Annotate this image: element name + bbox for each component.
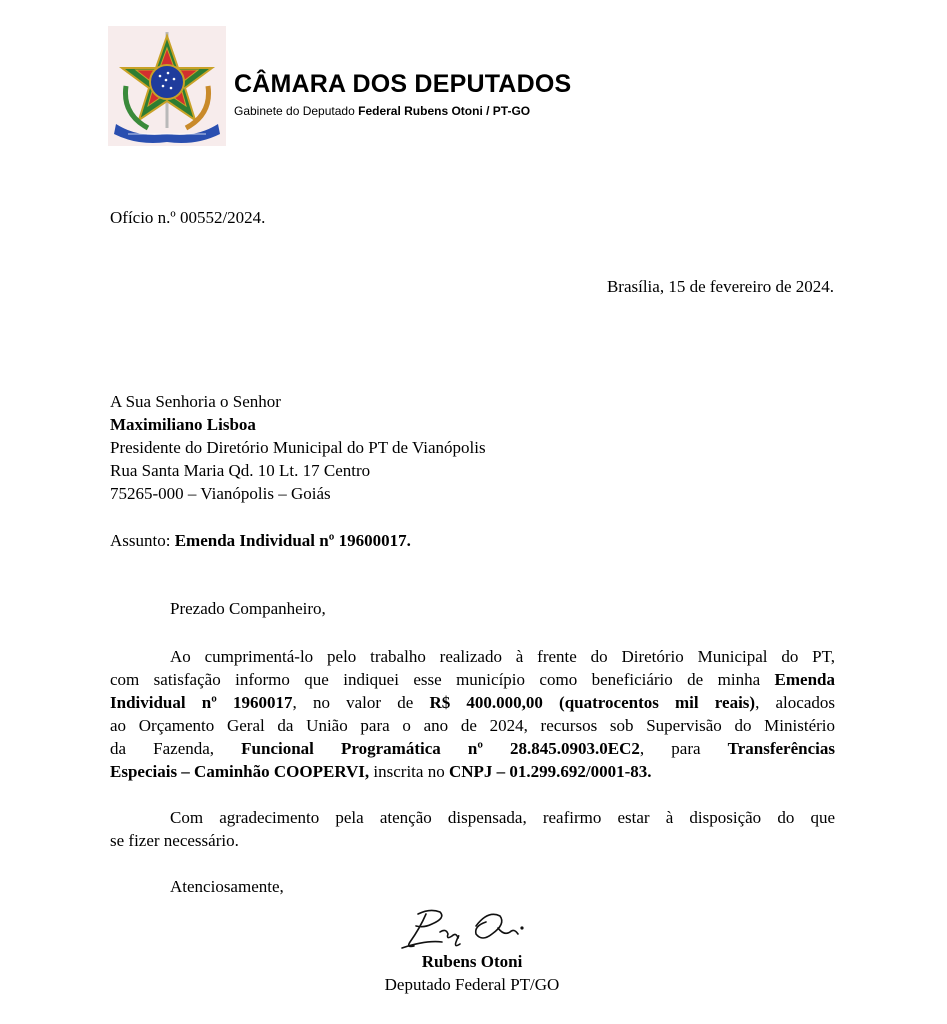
signer-title: Deputado Federal PT/GO xyxy=(384,975,560,994)
document-date: Brasília, 15 de fevereiro de 2024. xyxy=(606,277,834,296)
p1-line-2 xyxy=(110,668,835,691)
subject-line xyxy=(110,529,411,552)
signer-block xyxy=(372,950,572,996)
p1-l6-bold-1: Especiais – Caminhão COOPERVI, xyxy=(110,762,370,781)
p1-l2-bold: Emenda xyxy=(774,670,835,689)
p1-l5-bold-1: Funcional Programática nº 28.845.0903.0EC2 xyxy=(241,739,640,758)
signer-name: Rubens Otoni xyxy=(421,952,523,971)
p1-line-4: ao Orçamento Geral da União para o ano de 2024, recursos sob Supervisão do Ministério xyxy=(110,716,835,735)
p2-line-1: Com agradecimento pela atenção dispensada, reafirmo estar à disposição do que xyxy=(170,808,835,827)
p1-l3-text-1: , no valor de xyxy=(292,693,430,712)
recipient-salutation: A Sua Senhoria o Senhor xyxy=(110,392,281,411)
greeting: Prezado Companheiro, xyxy=(170,599,326,618)
p1-line-6 xyxy=(110,760,835,783)
recipient-role: Presidente do Diretório Municipal do PT de Vianópolis xyxy=(110,438,486,457)
p1-l3-bold-1: Individual nº 1960017 xyxy=(110,693,293,712)
header-subtitle xyxy=(234,104,530,118)
p1-l3-bold-2: R$ 400.000,00 (quatrocentos mil reais) xyxy=(429,693,756,712)
p1-l5-bold-2: Transferências xyxy=(727,739,835,758)
oficio-number: Ofício n.º 00552/2024. xyxy=(110,208,266,227)
page-title: CÂMARA DOS DEPUTADOS xyxy=(234,70,572,98)
p1-line-5 xyxy=(110,737,835,760)
handwritten-signature xyxy=(396,902,536,956)
recipient-city: 75265-000 – Vianópolis – Goiás xyxy=(110,484,331,503)
p1-l5-text-2: , para xyxy=(639,739,728,758)
header-subtitle-bold: Federal Rubens Otoni / PT-GO xyxy=(358,104,531,118)
subject-value: Emenda Individual nº 19600017. xyxy=(174,531,411,550)
p1-l5-text-1: da Fazenda, xyxy=(110,739,242,758)
subject-label: Assunto: xyxy=(110,531,175,550)
p1-l2-text: com satisfação informo que indiquei esse município como beneficiário de minha xyxy=(110,670,775,689)
header-subtitle-prefix: Gabinete do Deputado xyxy=(234,104,359,118)
p1-l6-text: inscrita no xyxy=(369,762,449,781)
body-paragraph-2 xyxy=(110,806,835,852)
p1-l3-text-2: , alocados xyxy=(755,693,835,712)
p1-line-3 xyxy=(110,691,835,714)
p1-l6-bold-2: CNPJ – 01.299.692/0001-83. xyxy=(448,762,652,781)
p1-line-1: Ao cumprimentá-lo pelo trabalho realizado à frente do Diretório Municipal do PT, xyxy=(170,647,835,666)
brazil-coat-of-arms-icon xyxy=(108,26,226,146)
closing: Atenciosamente, xyxy=(170,877,284,896)
p2-line-2: se fizer necessário. xyxy=(110,831,239,850)
recipient-block xyxy=(110,390,486,505)
recipient-street: Rua Santa Maria Qd. 10 Lt. 17 Centro xyxy=(110,461,371,480)
recipient-name: Maximiliano Lisboa xyxy=(110,415,256,434)
body-paragraph-1 xyxy=(110,645,835,783)
